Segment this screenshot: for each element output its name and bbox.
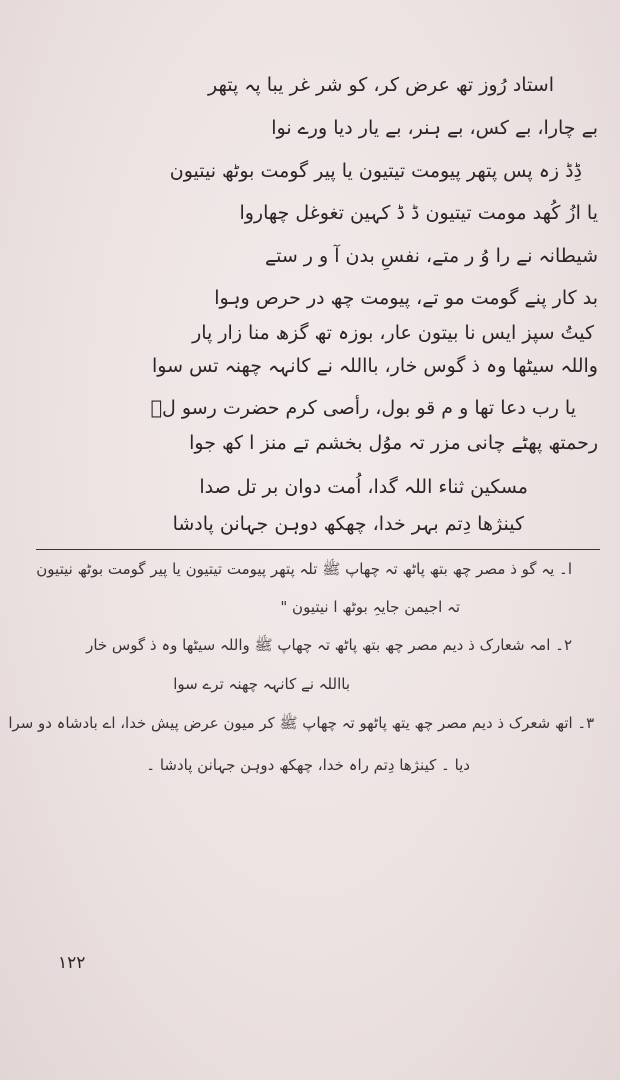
footnote-2-cont: بااللہ نے کانہہ چھنہ ترے سوا xyxy=(173,675,350,693)
verse-line-1: استاد رُوز تھ عرض کر، کو شر غر یبا پہ پتھر xyxy=(207,74,554,96)
verse-line-4: یا ازُ کُھد مومت تیتیون ڈ ڈ کہین تغوغل چھاروا xyxy=(239,202,598,224)
page-number: ۱۲۲ xyxy=(58,953,86,973)
verse-line-9: یا رب دعا تھا و م قو بول، رأصی کرم حضرت رسو لؐ xyxy=(150,397,576,419)
verse-line-3: ڈِڈ زہ پس پتھر پیومت تیتیون یا پیر گومت بوٹھ نیتیون xyxy=(169,160,582,182)
verse-line-11: مسکین ثناء اللہ گدا، اُمت دوان بر تل صدا xyxy=(199,476,528,498)
footnote-1: ا۔ یہ گو ذ مصر چھ بتھ پاٹھ تہ چھاپ ﷺ تلہ پتھر پیومت تیتیون یا پیر گومت بوٹھ نیتیون xyxy=(36,560,572,578)
verse-line-8: واللہ سیٹھا وہ ذ گوس خار، بااللہ نے کانہہ چھنہ تس سوا xyxy=(152,355,598,377)
footnote-1-cont: تہ اجیمن جایہِ بوٹھ ا نیتیون " xyxy=(280,598,460,616)
verse-line-10: رحمتھ پھٹے چانی مزر تہ موُل بخشم تے منز ا کھ جوا xyxy=(189,432,598,454)
footnote-2: ۲۔ امہ شعارک ذ دیم مصر چھ بتھ پاٹھ تہ چھاپ ﷺ واللہ سیٹھا وہ ذ گوس خار xyxy=(86,636,572,654)
verse-line-5: شیطانہ نے را وُ ر متے، نفسِ بدن آ و ر ستے xyxy=(264,245,598,267)
footnote-3-cont: دیا ۔ کینژھا دِتم راہ خدا، چھکھ دوہن جہانن پادشا ۔ xyxy=(146,756,470,774)
verse-line-12: کینژھا دِتم بہر خدا، چھکھ دوہن جہانن پادشا xyxy=(172,513,524,535)
verse-line-7: کیتُ سپز ایس نا بیتون عار، بوزہ تھ گزھ منا زار پار xyxy=(192,322,594,344)
footnote-divider xyxy=(36,549,600,550)
verse-line-6: بد کار پنے گومت مو تے، پیومت چھ در حرص وہوا xyxy=(214,287,598,309)
verse-line-2: بے چارا، بے کس، بے ہنر، بے یار دیا ورے نوا xyxy=(271,117,598,139)
footnote-3: ۳۔ اتھ شعرک ذ دیم مصر چھ یتھ پاٹھو تہ چھاپ ﷺ کر میون عرض پیش خدا، اے بادشاہ دو سرا xyxy=(8,714,594,732)
